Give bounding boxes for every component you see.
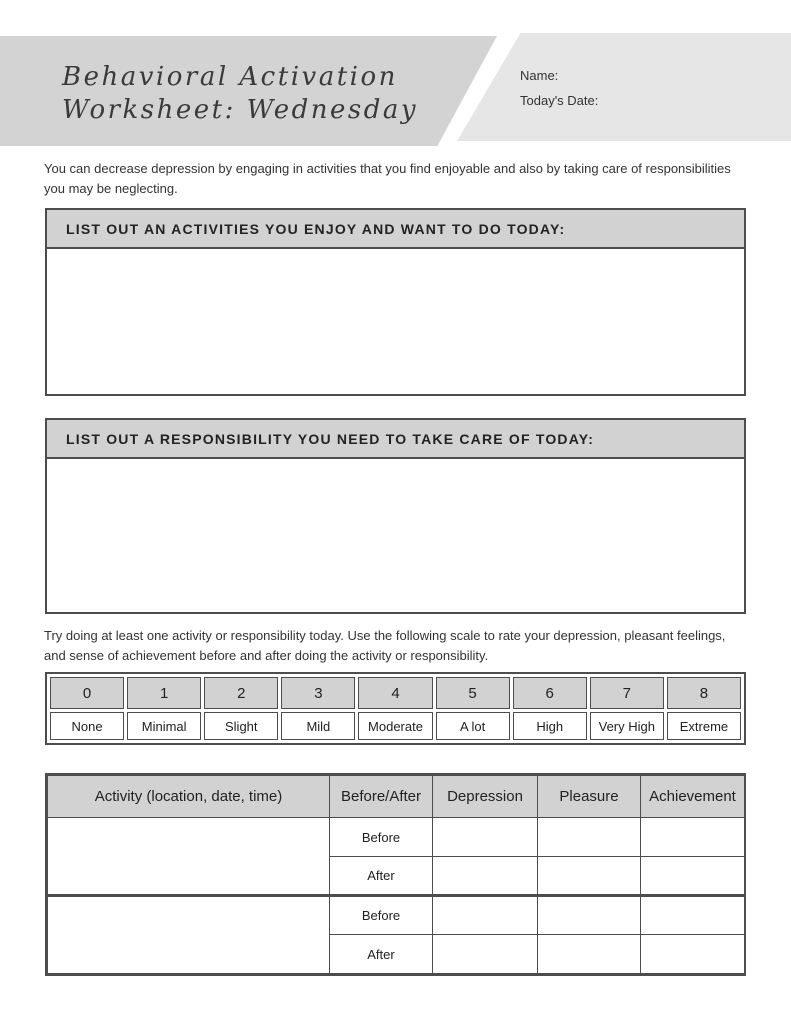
- pleasure-rating-field[interactable]: [538, 896, 641, 935]
- achievement-column-header: Achievement: [641, 776, 745, 818]
- scale-number-cell: 7: [590, 677, 664, 709]
- achievement-rating-field[interactable]: [641, 857, 745, 896]
- scale-label-row: [50, 712, 741, 740]
- depression-column-header: Depression: [433, 776, 538, 818]
- activities-section: [45, 208, 746, 396]
- scale-number-cell: 5: [436, 677, 510, 709]
- table-row: [48, 818, 745, 857]
- achievement-rating-field[interactable]: [641, 818, 745, 857]
- scale-number-cell: 2: [204, 677, 278, 709]
- header-banner: [0, 33, 791, 147]
- scale-label-cell: Very High: [590, 712, 664, 740]
- scale-label-cell: Slight: [204, 712, 278, 740]
- before-after-column-header: Before/After: [330, 776, 433, 818]
- activity-column-header: Activity (location, date, time): [48, 776, 330, 818]
- phase-cell: Before: [330, 818, 433, 857]
- scale-number-row: [50, 677, 741, 709]
- scale-label-cell: Moderate: [358, 712, 432, 740]
- activity-entry-field-2[interactable]: [48, 896, 330, 974]
- activities-writing-area[interactable]: [47, 249, 744, 392]
- depression-rating-field[interactable]: [433, 857, 538, 896]
- intro-paragraph: You can decrease depression by engaging in activities that you find enjoyable and also by taking care of responsibilities you may be neglecting.: [44, 161, 731, 196]
- responsibility-section-title: LIST OUT A RESPONSIBILITY YOU NEED TO TAKE CARE OF TODAY:: [47, 420, 744, 459]
- table-row: [48, 896, 745, 935]
- name-banner-shape: [457, 33, 791, 141]
- responsibility-writing-area[interactable]: [47, 459, 744, 610]
- page-title-line2: Worksheet: Wednesday: [62, 95, 419, 125]
- page-title-line1: Behavioral Activation: [62, 62, 398, 92]
- scale-label-cell: Mild: [281, 712, 355, 740]
- scale-number-cell: 1: [127, 677, 201, 709]
- scale-number-cell: 4: [358, 677, 432, 709]
- activity-rating-table: [45, 773, 746, 976]
- responsibility-section: [45, 418, 746, 614]
- depression-rating-field[interactable]: [433, 896, 538, 935]
- date-label: Today's Date:: [520, 93, 599, 108]
- rating-scale-table: [45, 672, 746, 745]
- name-label: Name:: [520, 68, 559, 83]
- scale-label-cell: Minimal: [127, 712, 201, 740]
- scale-number-cell: 6: [513, 677, 587, 709]
- phase-cell: After: [330, 935, 433, 974]
- scale-label-cell: High: [513, 712, 587, 740]
- phase-cell: After: [330, 857, 433, 896]
- activities-section-title: LIST OUT AN ACTIVITIES YOU ENJOY AND WANT TO DO TODAY:: [47, 210, 744, 249]
- scale-label-cell: None: [50, 712, 124, 740]
- achievement-rating-field[interactable]: [641, 935, 745, 974]
- phase-cell: Before: [330, 896, 433, 935]
- name-date-block: [520, 68, 598, 118]
- activity-table-header-row: [48, 776, 745, 818]
- activity-entry-field-1[interactable]: [48, 818, 330, 896]
- pleasure-rating-field[interactable]: [538, 935, 641, 974]
- achievement-rating-field[interactable]: [641, 896, 745, 935]
- scale-label-cell: Extreme: [667, 712, 741, 740]
- scale-label-cell: A lot: [436, 712, 510, 740]
- pleasure-rating-field[interactable]: [538, 818, 641, 857]
- pleasure-column-header: Pleasure: [538, 776, 641, 818]
- page-title: [62, 61, 418, 127]
- depression-rating-field[interactable]: [433, 935, 538, 974]
- depression-rating-field[interactable]: [433, 818, 538, 857]
- scale-number-cell: 3: [281, 677, 355, 709]
- scale-number-cell: 8: [667, 677, 741, 709]
- scale-instructions: Try doing at least one activity or responsibility today. Use the following scale to rate your depression, pleasant feelings, and sense of achievement before and after doing the activity or responsibility.: [44, 628, 726, 663]
- pleasure-rating-field[interactable]: [538, 857, 641, 896]
- scale-number-cell: 0: [50, 677, 124, 709]
